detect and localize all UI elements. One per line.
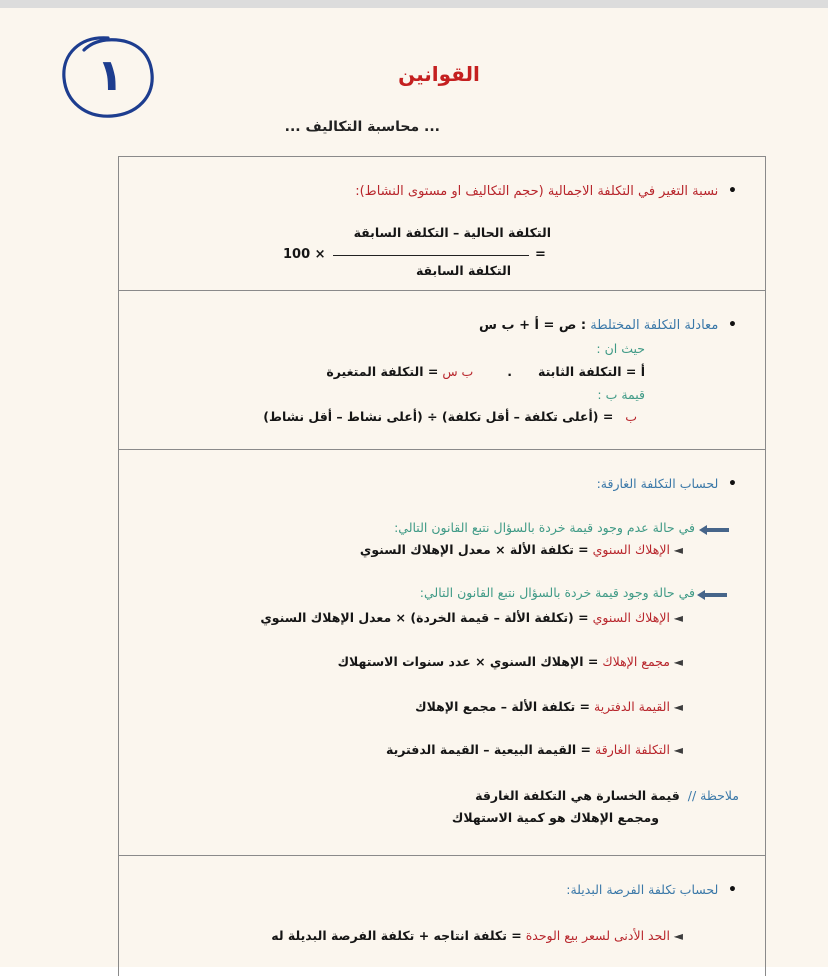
triangle-bullet-icon: ◄ <box>669 655 683 669</box>
triangle-bullet-icon: ◄ <box>669 929 683 943</box>
where-label: حيث ان : <box>596 341 645 356</box>
note-row <box>475 788 739 803</box>
sunk-cost-row <box>386 742 683 757</box>
section3-heading: لحساب التكلفة الغارقة: <box>596 476 719 491</box>
b-formula: = (أعلى تكلفة – أقل تكلفة) ÷ (أعلى نشاط – أقل نشاط) <box>263 409 614 424</box>
section4-heading: لحساب تكلفة الفرصة البديلة: <box>566 882 719 897</box>
fraction-denominator: التكلفة السابقة <box>415 263 511 278</box>
case1-description: في حالة عدم وجود قيمة خردة بالسؤال نتبع القانون التالي: <box>394 520 695 535</box>
bullet: • <box>718 183 737 199</box>
triangle-bullet-icon: ◄ <box>669 611 683 625</box>
b-value-label: قيمة ب : <box>597 387 645 402</box>
section4-heading-row <box>566 882 737 898</box>
fraction-line <box>333 255 529 256</box>
annual-depreciation-label: الإهلاك السنوي <box>592 610 670 625</box>
b-symbol: ب <box>625 409 637 424</box>
bullet: • <box>718 882 737 898</box>
section-percent-change <box>118 156 766 291</box>
mixed-cost-label: معادلة التكلفة المختلطة <box>590 318 719 333</box>
equals-sign: = <box>535 247 546 262</box>
section1-heading-row <box>355 183 737 199</box>
accumulated-depreciation-formula: = الإهلاك السنوي × عدد سنوات الاستهلاك <box>337 654 599 669</box>
fixed-cost-definition: أ = التكلفة الثابتة <box>538 364 645 379</box>
case1-formula-row <box>360 542 683 557</box>
bullet: • <box>718 476 737 492</box>
section-mixed-cost <box>118 290 766 450</box>
case1-formula: = تكلفة الألة × معدل الإهلاك السنوي <box>359 542 589 557</box>
arrow-left-icon <box>699 525 729 535</box>
min-price-label: الحد الأدنى لسعر بيع الوحدة <box>525 928 670 943</box>
section2-heading-row <box>479 317 737 333</box>
accumulated-depreciation-row <box>338 654 683 669</box>
min-price-row <box>271 928 683 943</box>
book-value-row <box>415 699 683 714</box>
fraction-numerator: التكلفة الحالية – التكلفة السابقة <box>353 225 551 240</box>
triangle-bullet-icon: ◄ <box>669 743 683 757</box>
sunk-cost-label: التكلفة الغارقة <box>595 742 670 757</box>
definitions-row <box>326 364 645 379</box>
page-title: القوانين <box>398 62 480 86</box>
sunk-cost-formula: = القيمة البيعية – القيمة الدفترية <box>386 742 592 757</box>
note-line-2: ومجمع الإهلاك هو كمية الاستهلاك <box>451 810 659 825</box>
variable-symbol: ب س <box>442 364 474 379</box>
min-price-formula: = تكلفة انتاجه + تكلفة الفرصة البديلة له <box>271 928 522 943</box>
top-strip <box>0 0 828 8</box>
triangle-bullet-icon: ◄ <box>669 543 683 557</box>
triangle-bullet-icon: ◄ <box>669 700 683 714</box>
book-value-label: القيمة الدفترية <box>594 699 670 714</box>
book-value-formula: = تكلفة الألة – مجمع الإهلاك <box>415 699 591 714</box>
b-formula-row <box>263 409 637 424</box>
case2-formula: = (تكلفة الألة – قيمة الخردة) × معدل الإهلاك السنوي <box>260 610 589 625</box>
section-sunk-cost <box>118 449 766 856</box>
note-line-1: قيمة الخسارة هي التكلفة الغارقة <box>475 788 680 803</box>
case2-description: في حالة وجود قيمة خردة بالسؤال نتبع القانون التالي: <box>419 585 695 600</box>
variable-cost-definition: = التكلفة المتغيرة <box>326 364 439 379</box>
annual-depreciation-label: الإهلاك السنوي <box>592 542 670 557</box>
mixed-cost-formula: : ص = أ + ب س <box>479 318 587 333</box>
bullet: • <box>718 317 737 333</box>
case2-formula-row <box>260 610 683 625</box>
page-number: ١ <box>96 50 124 101</box>
note-label: ملاحظة // <box>687 788 739 803</box>
separator: . <box>507 364 513 379</box>
accumulated-depreciation-label: مجمع الإهلاك <box>602 654 670 669</box>
section3-heading-row <box>597 476 737 492</box>
section-opportunity-cost <box>118 855 766 976</box>
arrow-left-icon <box>697 590 727 600</box>
section1-heading: نسبة التغير في التكلفة الاجمالية (حجم التكاليف او مستوى النشاط): <box>355 184 719 199</box>
page-subtitle: ... محاسبة التكاليف ... <box>284 119 440 135</box>
multiplier: 100 × <box>283 247 326 262</box>
